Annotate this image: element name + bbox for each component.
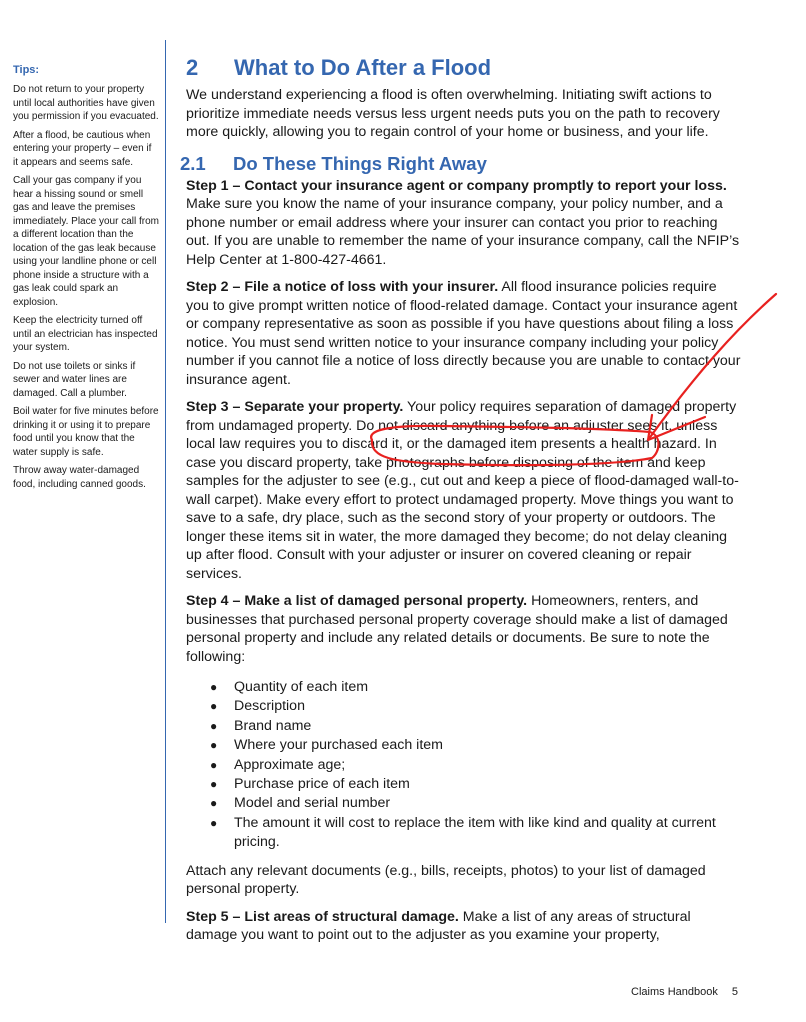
list-item-text: Quantity of each item — [234, 679, 369, 695]
list-item — [210, 678, 742, 697]
bullet-icon: ● — [210, 777, 218, 792]
list-item — [210, 794, 742, 813]
step-3 — [186, 398, 742, 583]
step-1-title: Step 1 – Contact your insurance agent or company promptly to report your loss. — [186, 177, 727, 194]
list-item — [210, 814, 742, 853]
step-5-body: Make a list of any areas of structural damage you want to point out to the adjuster as you examine your property, — [186, 908, 691, 944]
list-item-text: The amount it will cost to replace the item with like kind and quality at current pricing. — [234, 814, 716, 851]
step-3-body-pre: Your policy requires separation of damaged property from undamaged — [186, 399, 737, 434]
bullet-icon: ● — [210, 699, 218, 714]
subsection-number: 2.1 — [180, 152, 206, 174]
list-item — [210, 756, 742, 775]
step-3-body-highlight: property. Do not discard anything before an — [297, 417, 570, 434]
subsection-heading — [180, 153, 742, 175]
main-content — [180, 54, 742, 945]
list-item — [210, 697, 742, 716]
step-2-title: Step 2 – File a notice of loss with your insurer. — [186, 279, 499, 295]
bullet-icon: ● — [210, 680, 218, 694]
tip-item: Keep the electricity turned off until an electrician has inspected your system. — [13, 315, 158, 353]
tip-item: Do not return to your property until local authorities have given you permission if you evacuated. — [13, 84, 159, 122]
list-item — [210, 775, 742, 794]
list-item-text: Approximate age; — [234, 756, 346, 773]
page-number: 5 — [731, 986, 738, 998]
damaged-property-checklist — [210, 678, 742, 853]
bullet-icon: ● — [210, 796, 218, 811]
step-4-title: Step 4 – Make a list of damaged personal property. — [186, 593, 528, 609]
list-item — [210, 717, 742, 736]
tip-item: After a flood, be cautious when entering your property – even if it appears and seems safe. — [13, 129, 152, 168]
section-intro: We understand experiencing a flood is often overwhelming. Initiating swift actions to prioritize immediate needs versus less urgent needs puts you on the path to recovery more quickly, allowing you to regain control of your home or business, and your life. — [186, 87, 720, 140]
step-2 — [186, 278, 742, 389]
step-3-body-post: adjuster sees it, unless local law requires you to discard it, or the damaged item presents a health hazard. In case you discard property, take photographs before disposing of the item and keep samples for the adjuster to see (e.g., cut out and keep a piece of flood-damaged wall-to-wall carpet). Make every effort to protect undamaged property. Move things you want to save to a safe, dry place, such as the second story of your property or outdoors. The longer these items sit in water, the more damaged they become; do not delay cleaning up after flood. Consult with your adjuster or insurer on covered cleaning or repair services. — [186, 417, 739, 582]
section-heading — [186, 54, 742, 82]
subsection-title: Do These Things Right Away — [233, 152, 487, 174]
list-item-text: Model and serial number — [234, 795, 391, 812]
list-item-text: Purchase price of each item — [234, 776, 410, 793]
step-3-title: Step 3 – Separate your property. — [186, 399, 404, 415]
step-4 — [186, 592, 742, 666]
section-title: What to Do After a Flood — [234, 55, 492, 80]
step-5 — [186, 908, 742, 945]
section-number: 2 — [186, 55, 199, 80]
bullet-icon: ● — [210, 718, 218, 733]
tips-sidebar — [13, 64, 159, 496]
column-divider — [165, 40, 166, 923]
footer-label: Claims Handbook — [631, 986, 718, 998]
tips-title: Tips: — [13, 64, 40, 76]
bullet-icon: ● — [210, 738, 218, 753]
tip-item: Do not use toilets or sinks if sewer and water lines are damaged. Call a plumber. — [13, 360, 136, 399]
page-footer — [631, 986, 738, 998]
tip-item: Boil water for five minutes before drinking it or using it to prepare food until you know that the water supply is safe. — [13, 406, 159, 458]
tip-item: Throw away water-damaged food, including canned goods. — [13, 465, 146, 490]
bullet-icon: ● — [210, 815, 218, 830]
list-item-text: Where your purchased each item — [234, 737, 443, 754]
step-4-body: Homeowners, renters, and businesses that purchased personal property coverage should make a list of damaged personal property and include any related details or documents. Be sure to note the following: — [186, 593, 728, 665]
step-1 — [186, 177, 742, 270]
attach-note: Attach any relevant documents (e.g., bills, receipts, photos) to your list of damaged personal property. — [186, 862, 706, 898]
list-item — [210, 736, 742, 755]
step-5-title: Step 5 – List areas of structural damage. — [186, 908, 459, 925]
step-1-body: Make sure you know the name of your insurance company, your policy number, and a phone number or email address where your insurer can contact you prior to reaching out. If you are unable to remember the name of your insurance company, call the NFIP’s Help Center at 1-800-427-4661. — [186, 196, 740, 268]
step-2-body: All flood insurance policies require you to give prompt written notice of flood-related damage. Contact your insurance agent or company representative as soon as possible if you have questions about filing a loss notice. You must send written notice to your insurance company including your policy number if you cannot file a notice of loss directly because you are unable to contact your insurance agent. — [186, 279, 741, 388]
list-item-text: Brand name — [234, 717, 312, 734]
list-item-text: Description — [234, 698, 305, 715]
bullet-icon: ● — [210, 757, 218, 772]
tip-item: Call your gas company if you hear a hissing sound or smell gas and leave the premises immediately. Place your call from a different location than the location of the gas leak because using your landline phone or cell phone inside a structure with a gas leak could spark an explosion. — [13, 175, 159, 308]
